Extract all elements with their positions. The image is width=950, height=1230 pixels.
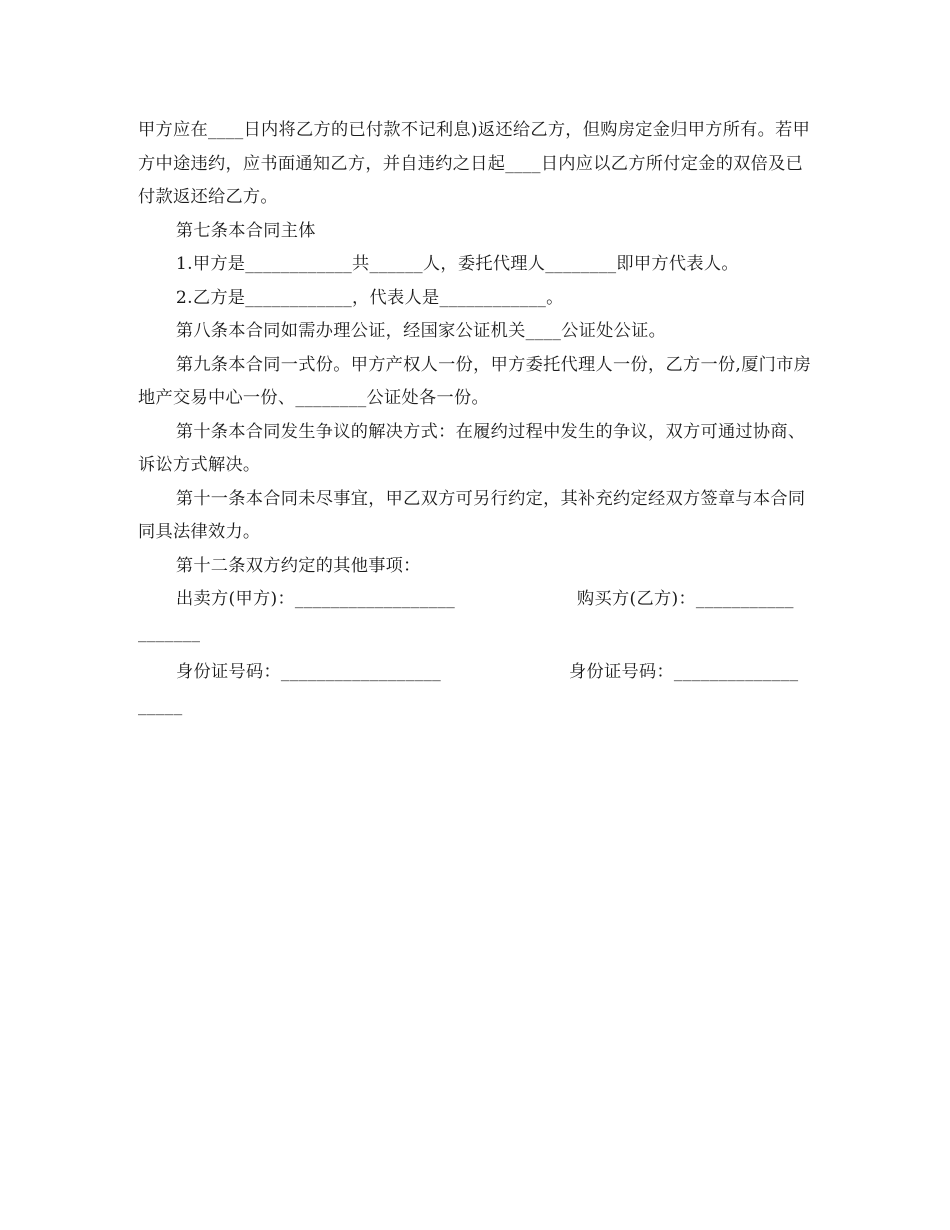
seller-id-number-line: 身份证号码：__________________: [176, 662, 442, 682]
paragraph-party-b: 2.乙方是____________，代表人是____________。: [175, 287, 564, 308]
paragraph-article-9: 第九条本合同一式份。甲方产权人一份，甲方委托代理人一份，乙方一份,厦门市房地产交易中心一份、________公证处各一份。: [138, 354, 812, 408]
buyer-signature-line: 购买方(乙方)：___________: [577, 589, 794, 609]
buyer-signature-continuation: _______: [138, 622, 201, 643]
paragraph-article-8: 第八条本合同如需办理公证，经国家公证机关____公证处公证。: [175, 321, 667, 341]
paragraph-article-11: 第十一条本合同未尽事宜，甲乙双方可另行约定，其补充约定经双方签章与本合同同具法律效力。: [138, 488, 806, 542]
seller-signature-line: 出卖方(甲方)：__________________: [176, 589, 456, 609]
document-page: [138, 114, 818, 723]
buyer-id-number-continuation: _____: [138, 695, 183, 716]
paragraph-party-a: 1.甲方是____________共______人，委托代理人________即甲方代表人。: [175, 254, 739, 274]
id-number-row: [138, 656, 818, 690]
paragraph-article-12: 第十二条双方约定的其他事项：: [175, 555, 421, 576]
paragraph-article-10: 第十条本合同发生争议的解决方式：在履约过程中发生的争议，双方可通过协商、诉讼方式解决。: [138, 421, 806, 475]
paragraph-article-7-title: 第七条本合同主体: [175, 220, 316, 241]
signature-row: [138, 583, 818, 617]
paragraph-refund-terms: 甲方应在____日内将乙方的已付款不记利息)返还给乙方，但购房定金归甲方所有。若甲方中途违约，应书面通知乙方，并自违约之日起____日内应以乙方所付定金的双倍及已付款返还给乙方。: [138, 120, 811, 207]
buyer-id-number-line: 身份证号码：______________: [569, 662, 799, 682]
